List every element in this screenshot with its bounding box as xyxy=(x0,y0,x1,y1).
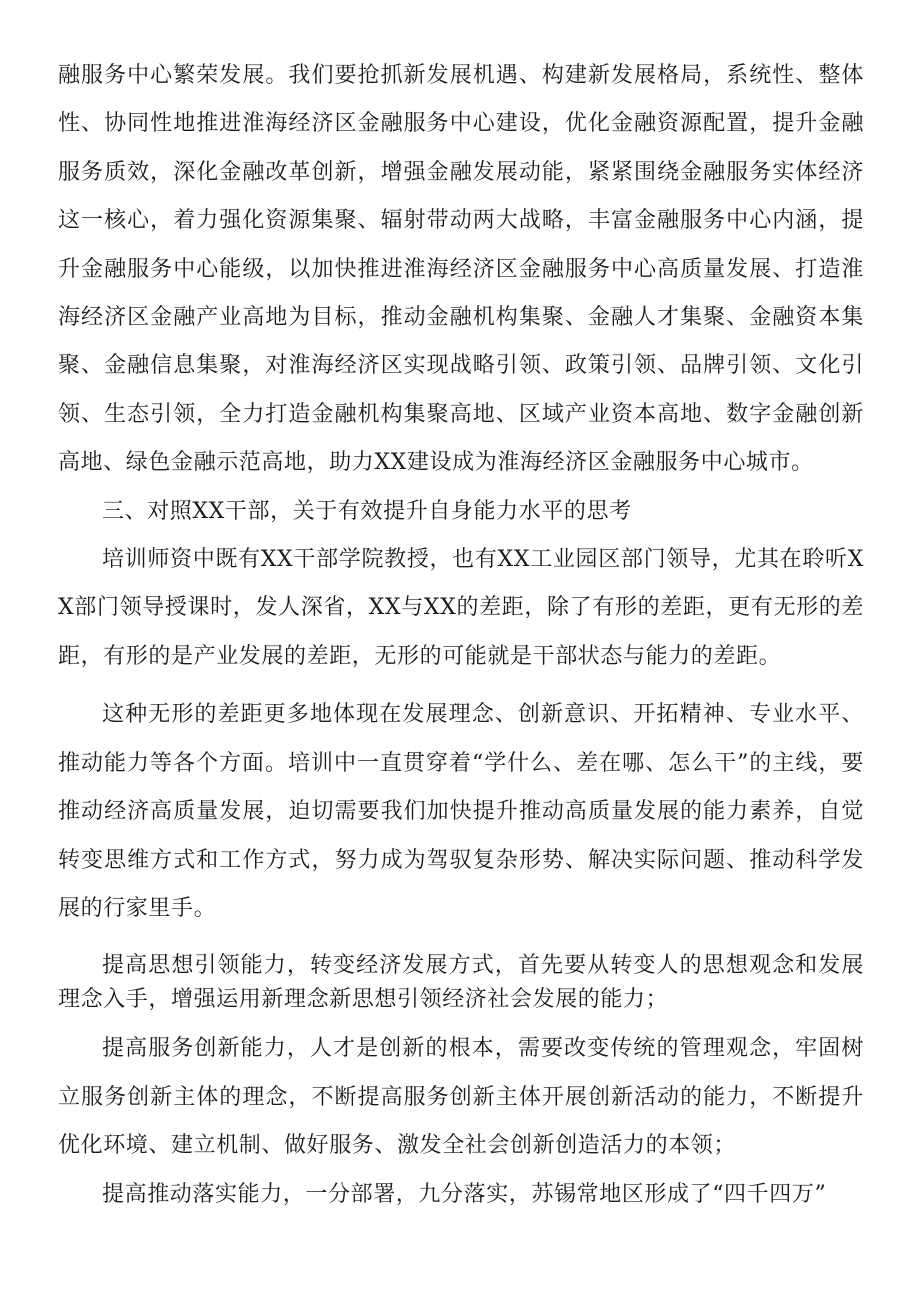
paragraph-finance-center: 融服务中心繁荣发展。我们要抢抓新发展机遇、构建新发展格局，系统性、整体性、协同性地推进淮海经济区金融服务中心建设，优化金融资源配置，提升金融服务质效，深化金融改革创新，增强金融发展动能，紧紧围绕金融服务实体经济这一核心，着力强化资源集聚、辐射带动两大战略，丰富金融服务中心内涵，提升金融服务中心能级，以加快推进淮海经济区金融服务中心高质量发展、打造淮海经济区金融产业高地为目标，推动金融机构集聚、金融人才集聚、金融资本集聚、金融信息集聚，对淮海经济区实现战略引领、政策引领、品牌引领、文化引领、生态引领，全力打造金融机构集聚高地、区域产业资本高地、数字金融创新高地、绿色金融示范高地，助力XX建设成为淮海经济区金融服务中心城市。 xyxy=(58,63,864,476)
paragraph-thought-leadership: 提高思想引领能力，转变经济发展方式，首先要从转变人的思想观念和发展理念入手，增强运用新理念新思想引领经济社会发展的能力； xyxy=(58,953,864,1013)
paragraph-implementation: 提高推动落实能力，一分部署，九分落实，苏锡常地区形成了“四千四万” xyxy=(102,1181,827,1207)
paragraph-invisible-gap: 这种无形的差距更多地体现在发展理念、创新意识、开拓精神、专业水平、推动能力等各个方面。培训中一直贯穿着“学什么、差在哪、怎么干”的主线，要推动经济高质量发展，迫切需要我们加快提升推动高质量发展的能力素养，自觉转变思维方式和工作方式，努力成为驾驭复杂形势、解决实际问题、推动科学发展的行家里手。 xyxy=(58,702,864,921)
paragraph-training-faculty: 培训师资中既有XX干部学院教授，也有XX工业园区部门领导，尤其在聆听XX部门领导授课时，发人深省，XX与XX的差距，除了有形的差距，更有无形的差距，有形的是产业发展的差距，无形的可能就是干部状态与能力的差距。 xyxy=(58,547,864,669)
document-page xyxy=(58,52,864,1219)
section-heading-3: 三、对照XX干部，关于有效提升自身能力水平的思考 xyxy=(102,498,632,524)
paragraph-service-innovation: 提高服务创新能力，人才是创新的根本，需要改变传统的管理观念，牢固树立服务创新主体的理念，不断提高服务创新主体开展创新活动的能力，不断提升优化环境、建立机制、做好服务、激发全社会创新创造活力的本领； xyxy=(58,1036,864,1159)
